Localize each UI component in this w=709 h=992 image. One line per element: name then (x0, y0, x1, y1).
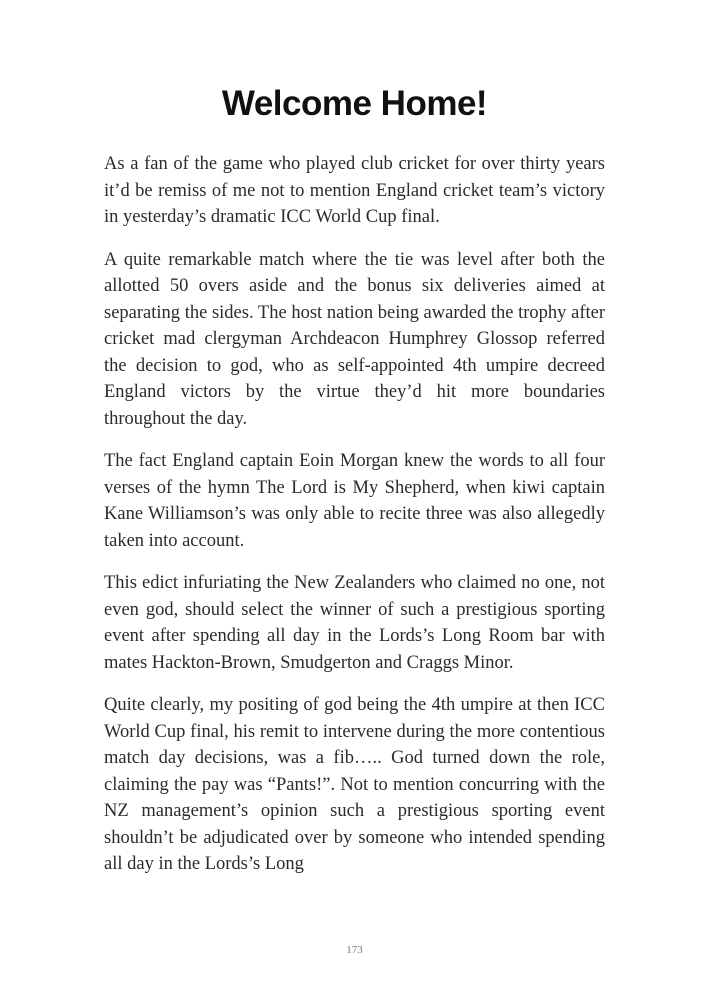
page-number: 173 (346, 944, 363, 956)
paragraph-2: A quite remarkable match where the tie was level after both the allotted 50 overs aside and the bonus six deliveries aimed at separating the sides. The host nation being awarded the trophy after cricket mad clergyman Archdeacon Humphrey Glossop referred the decision to god, who as self-appointed 4th umpire decreed England victors by the virtue they’d hit more boundaries throughout the day. (104, 249, 605, 429)
body-text (104, 151, 605, 878)
chapter-title: Welcome Home! (221, 84, 488, 123)
paragraph-5: Quite clearly, my positing of god being the 4th umpire at then ICC World Cup final, his remit to intervene during the more contentious match day decisions, was a fib….. God turned down the role, claiming the pay was “Pants!”. Not to mention concurring with the NZ management’s opinion such a prestigious sporting event shouldn’t be adjudicated over by someone who intended spending all day in the Lords’s Long (104, 695, 605, 874)
paragraph-4: This edict infuriating the New Zealanders who claimed no one, not even god, should select the winner of such a prestigious sporting event after spending all day in the Lords’s Long Room bar with mates Hackton-Brown, Smudgerton and Craggs Minor. (104, 573, 605, 673)
paragraph-3: The fact England captain Eoin Morgan knew the words to all four verses of the hymn The Lord is My Shepherd, when kiwi captain Kane Williamson’s was only able to recite three was also allegedly taken into account. (104, 451, 605, 551)
paragraph-1: As a fan of the game who played club cricket for over thirty years it’d be remiss of me not to mention England cricket team’s victory in yesterday’s dramatic ICC World Cup final. (104, 154, 605, 227)
